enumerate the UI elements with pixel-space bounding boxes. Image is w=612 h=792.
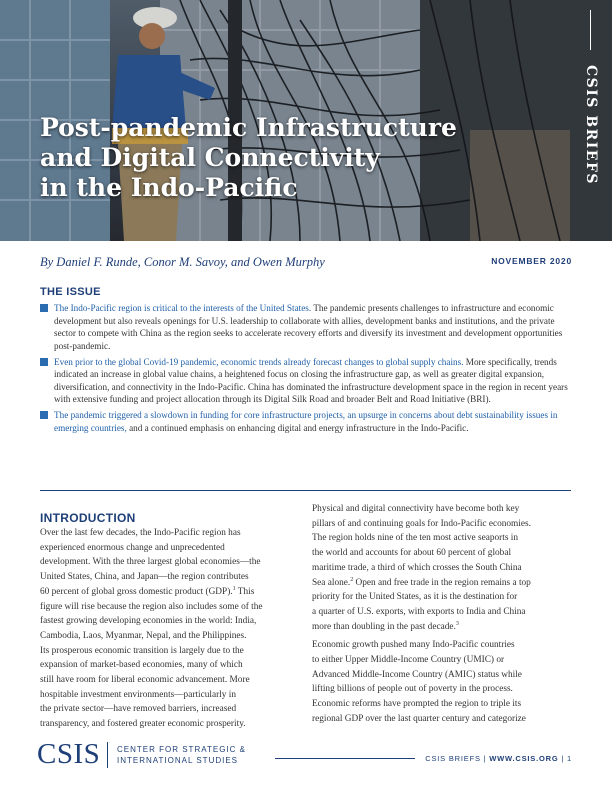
list-item <box>40 356 570 406</box>
series-brand-label: CSIS BRIEFS <box>583 64 599 186</box>
text-line: expansion of market-based economies, many of which <box>40 660 243 671</box>
footer-meta <box>425 754 572 763</box>
text-line: a quarter of U.S. exports, with exports to India and China <box>312 606 526 617</box>
text-line: Advanced Middle-Income Country (AMIC) status while <box>312 669 522 680</box>
text-line: fastest growing developing economies in the world: India, <box>40 616 257 627</box>
brand-rule <box>590 10 591 50</box>
paragraph <box>312 638 574 726</box>
text-segment: This <box>235 586 255 597</box>
footer-series: CSIS BRIEFS <box>425 754 481 763</box>
text-line <box>312 576 574 591</box>
text-segment: 60 percent of global gross domestic product (GDP). <box>40 586 233 597</box>
issue-list <box>40 302 570 438</box>
text-line: maritime trade, a third of which crosses the South China <box>312 562 522 573</box>
text-line: priority for the United States, as it is the destination for <box>312 592 518 603</box>
org-name <box>117 744 246 766</box>
list-item <box>40 302 570 352</box>
text-line: regional GDP over the last quarter century and categorize <box>312 713 526 724</box>
bullet-square-icon <box>40 411 48 419</box>
hero-photo <box>0 0 612 241</box>
csis-logo[interactable]: CSIS <box>37 738 101 770</box>
text-line: to either Upper Middle-Income Country (UMIC) or <box>312 655 505 666</box>
text-line: lifting billions of people out of poverty in the process. <box>312 684 513 695</box>
text-line: Economic reforms have prompted the region to triple its <box>312 699 522 710</box>
text-segment: Sea alone. <box>312 577 351 588</box>
bullet-highlight: Even prior to the global Covid-19 pandemic, economic trends already forecast changes to global supply chains. <box>54 356 464 367</box>
org-name-line: CENTER FOR STRATEGIC & <box>117 745 246 754</box>
text-line: Physical and digital connectivity have become both key <box>312 504 520 514</box>
footer-separator: | <box>561 754 565 763</box>
logo-separator <box>107 742 108 768</box>
text-line: The region holds nine of the ten most active seaports in <box>312 533 519 544</box>
text-line: Its prosperous economic transition is largely due to the <box>40 645 244 656</box>
bullet-text: The pandemic presents challenges to infrastructure and economic development but also reveals openings for U.S. leadership to collaborate with allies, development banks and institutions, and the private sector to compete with China as the region seeks to accelerate recovery efforts and diversify its investment and development opportunities post-pandemic. <box>54 303 563 351</box>
page-number: 1 <box>567 754 572 763</box>
issue-heading: THE ISSUE <box>40 286 101 298</box>
series-brand <box>576 62 606 188</box>
text-segment: Open and free trade in the region remains a top <box>353 577 531 588</box>
title-line: in the Indo-Pacific <box>40 173 298 202</box>
text-line: Economic growth pushed many Indo-Pacific countries <box>312 640 515 651</box>
text-segment: more than doubling in the past decade. <box>312 621 456 632</box>
text-line <box>40 585 304 600</box>
footnote-ref[interactable]: 2 <box>350 576 354 583</box>
title-line: Post-pandemic Infrastructure <box>40 113 457 142</box>
footnote-ref[interactable]: 1 <box>232 585 236 592</box>
text-line: the private sector—have removed barriers, increased <box>40 704 237 715</box>
text-line: pillars of and continuing goals for Indo-Pacific economies. <box>312 518 531 529</box>
introduction-heading: INTRODUCTION <box>40 511 136 525</box>
text-line: development. With the three largest global economies—the <box>40 557 261 568</box>
text-line: Over the last few decades, the Indo-Pacific region has <box>40 528 241 538</box>
bullet-square-icon <box>40 304 48 312</box>
list-item <box>40 409 570 434</box>
text-line: figure will rise because the region also includes some of the <box>40 601 263 612</box>
footer-rule <box>275 758 415 759</box>
text-line <box>312 620 574 635</box>
org-name-line: INTERNATIONAL STUDIES <box>117 756 239 765</box>
bullet-highlight: The pandemic triggered a slowdown in funding for core infrastructure projects, an upsurge in concerns about debt sustainability issues in emerging countries, <box>54 410 558 433</box>
text-line: hospitable investment environments—particularly in <box>40 689 236 700</box>
brief-title <box>40 113 500 203</box>
text-line: experienced enormous change and unprecedented <box>40 542 225 553</box>
text-line: still have room for liberal economic advancement. More <box>40 675 250 686</box>
bullet-square-icon <box>40 358 48 366</box>
publication-date: NOVEMBER 2020 <box>491 256 572 266</box>
text-line: the world and accounts for about 60 percent of global <box>312 548 512 559</box>
bullet-highlight: The Indo-Pacific region is critical to the interests of the United States. <box>54 303 312 313</box>
text-line: Cambodia, Laos, Myanmar, Nepal, and the Philippines. <box>40 630 247 641</box>
text-line: United States, China, and Japan—the region contributes <box>40 572 249 583</box>
footnote-ref[interactable]: 3 <box>455 620 459 627</box>
footer-separator: | <box>483 754 487 763</box>
bullet-text: More specifically, trends indicated an increase in global value chains, a heightened focus on closing the infrastructure gap, as well as greater digital expansion, diversification, and connectivity in the Indo-Pacific. China has dominated the infrastructure development space in the region in recent years with extensive funding and project allocation through its Digital Silk Road and broader Belt and Road Initiative (BRI). <box>54 356 568 404</box>
website-link[interactable]: WWW.CSIS.ORG <box>489 754 559 763</box>
paragraph <box>312 502 574 634</box>
intro-column-left <box>40 526 304 732</box>
bullet-text: and a continued emphasis on enhancing digital and energy infrastructure in the Indo-Pacific. <box>126 422 469 433</box>
section-divider <box>40 490 571 491</box>
byline: By Daniel F. Runde, Conor M. Savoy, and Owen Murphy <box>40 255 325 269</box>
text-line: transparency, and fostered greater economic prosperity. <box>40 719 246 730</box>
title-line: and Digital Connectivity <box>40 143 380 172</box>
intro-column-right <box>312 502 574 731</box>
